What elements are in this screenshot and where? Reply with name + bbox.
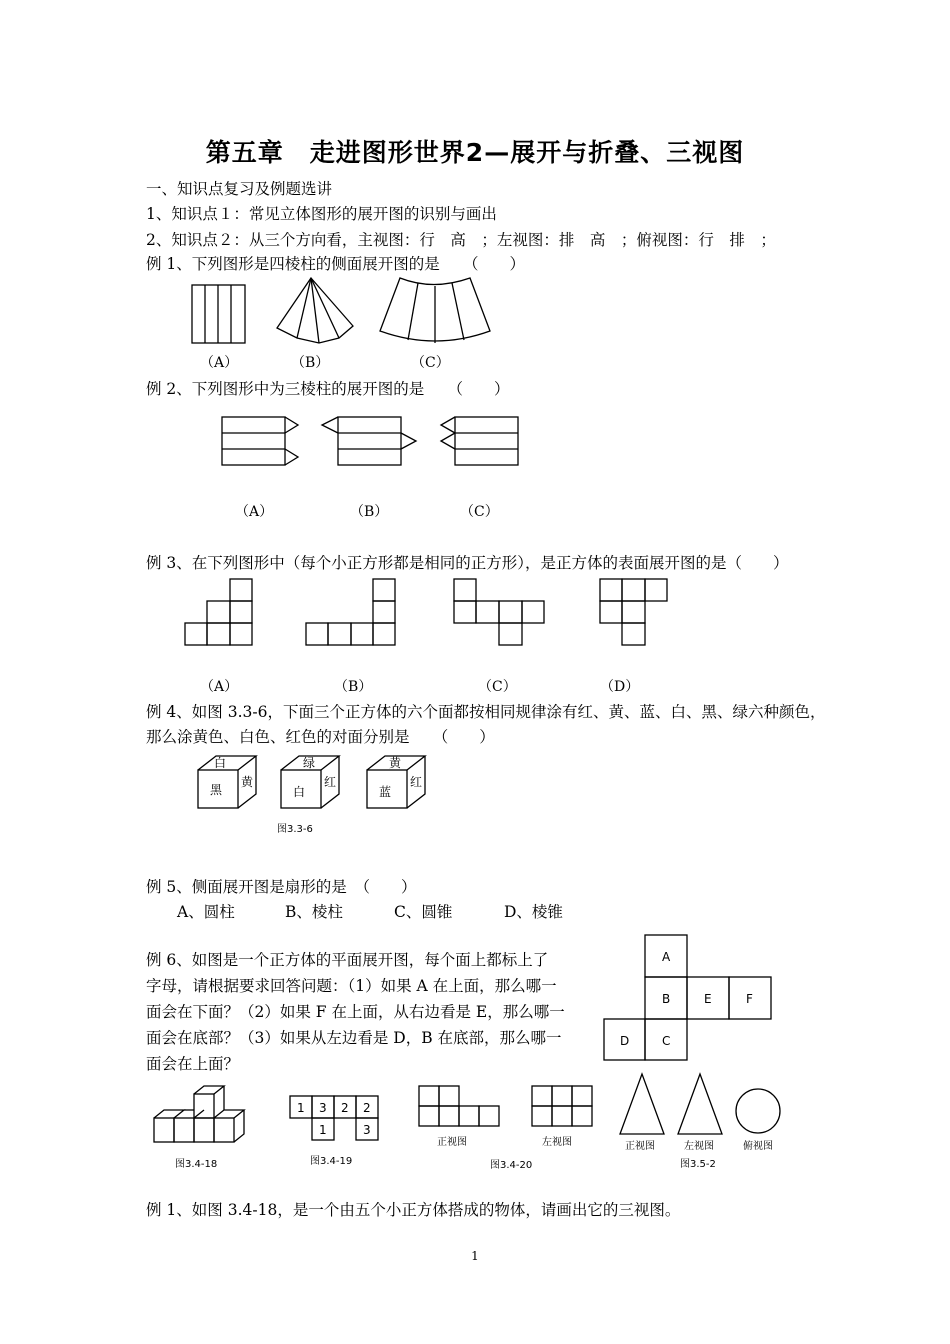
figure-3-4-20-left [530, 1084, 594, 1128]
figure-3-4-20-caption: 图3.4-20 [490, 1160, 533, 1171]
ex4-cube-1 [196, 754, 262, 810]
example-6-line-3: 面会在下面？（2）如果 F 在上面，从右边看是 E，那么哪一 [146, 1003, 565, 1021]
ex2-figure-c [437, 415, 522, 467]
cube-2-right: 红 [324, 775, 337, 789]
ex2-figure-b [320, 415, 420, 467]
figure-3-5-2-front [618, 1072, 668, 1136]
example-1-question: 例 1、下列图形是四棱柱的侧面展开图的是 （ ） [146, 255, 526, 273]
ex1-figure-a [190, 283, 270, 343]
svg-text:3: 3 [363, 1123, 371, 1137]
ex1-label-c: （C） [411, 355, 450, 371]
figure-3-4-20-front-label: 正视图 [437, 1137, 467, 1148]
example-6-line-4: 面会在底部？（3）如果从左边看是 D，B 在底部，那么哪一 [146, 1029, 562, 1047]
ex3-label-a: （A） [200, 679, 239, 695]
cube-3-front: 蓝 [379, 785, 392, 799]
ex5-option-d: D、棱锥 [504, 903, 563, 921]
net-face-b: B [662, 992, 671, 1006]
figure-3-4-18-caption: 图3.4-18 [175, 1159, 218, 1170]
ex1-figure-c [378, 276, 493, 346]
figure-3-5-2-top-label: 俯视图 [743, 1141, 773, 1152]
ex1-label-b: （B） [291, 355, 330, 371]
ex2-label-b: （B） [350, 504, 389, 520]
ex4-cube-2 [279, 754, 345, 810]
svg-text:2: 2 [341, 1101, 349, 1115]
cube-3-top: 黄 [389, 756, 402, 770]
figure-3-5-2-caption: 图3.5-2 [680, 1159, 716, 1170]
ex2-label-a: （A） [235, 504, 274, 520]
cube-2-front: 白 [293, 785, 306, 799]
figure-3-5-2-left [676, 1072, 726, 1136]
svg-text:2: 2 [363, 1101, 371, 1115]
ex5-option-b: B、棱柱 [285, 903, 343, 921]
svg-text:3: 3 [319, 1101, 327, 1115]
ex3-figure-a [183, 577, 255, 649]
cube-1-front: 黑 [210, 783, 223, 797]
cube-2-top: 绿 [303, 756, 316, 770]
net-face-a: A [662, 950, 671, 964]
page-title: 第五章 走进图形世界2—展开与折叠、三视图 [205, 138, 745, 167]
figure-3-4-20-front [417, 1084, 501, 1128]
figure-3-5-2-top [734, 1088, 782, 1136]
ex3-figure-b [304, 577, 398, 649]
example-4-question-1: 例 4、如图 3.3-6，下面三个正方体的六个面都按相同规律涂有红、黄、蓝、白、黑、绿六种颜色， [146, 703, 826, 721]
example-4-question-2: 那么涂黄色、白色、红色的对面分别是 （ ） [146, 728, 495, 746]
figure-3-5-2-left-label: 左视图 [684, 1141, 714, 1152]
ex3-figure-d [598, 577, 670, 649]
ex5-option-c: C、圆锥 [394, 903, 453, 921]
ex4-cube-3 [365, 754, 431, 810]
figure-3-4-19 [288, 1094, 382, 1142]
svg-text:1: 1 [297, 1101, 305, 1115]
section-heading: 一、知识点复习及例题选讲 [146, 180, 333, 198]
ex2-figure-a [220, 415, 305, 467]
example-6-line-5: 面会在上面？ [146, 1055, 240, 1073]
ex3-label-b: （B） [334, 679, 373, 695]
cube-1-right: 黄 [241, 775, 254, 789]
page-number: 1 [471, 1249, 479, 1263]
svg-text:1: 1 [319, 1123, 327, 1137]
example-6-line-2: 字母，请根据要求回答问题：（1）如果 A 在上面，那么哪一 [146, 977, 557, 995]
knowledge-point-2: 2、知识点２：从三个方向看，主视图：行 高 ；左视图：排 高 ；俯视图：行 排 ； [146, 231, 776, 249]
ex2-label-c: （C） [460, 504, 499, 520]
ex3-label-d: （D） [600, 679, 640, 695]
net-face-c: C [662, 1034, 671, 1048]
ex4-caption: 图3.3-6 [277, 824, 313, 835]
final-example-question: 例 1、如图 3.4-18，是一个由五个小正方体搭成的物体，请画出它的三视图。 [146, 1201, 681, 1219]
figure-3-5-2-front-label: 正视图 [625, 1141, 655, 1152]
net-face-f: F [746, 992, 753, 1006]
net-face-e: E [704, 992, 712, 1006]
example-2-question: 例 2、下列图形中为三棱柱的展开图的是 （ ） [146, 380, 510, 398]
cube-1-top: 白 [214, 756, 227, 770]
example-6-line-1: 例 6、如图是一个正方体的平面展开图，每个面上都标上了 [146, 951, 549, 969]
ex6-cube-net [602, 933, 774, 1061]
cube-3-right: 红 [410, 775, 423, 789]
knowledge-point-1: 1、知识点１：常见立体图形的展开图的识别与画出 [146, 205, 497, 223]
ex3-figure-c [452, 577, 548, 649]
net-face-d: D [620, 1034, 630, 1048]
example-3-question: 例 3、在下列图形中（每个小正方形都是相同的正方形），是正方体的表面展开图的是（ ） [146, 554, 789, 572]
figure-3-4-20-left-label: 左视图 [542, 1137, 572, 1148]
example-5-question: 例 5、侧面展开图是扇形的是 （ ） [146, 878, 417, 896]
figure-3-4-18 [152, 1082, 252, 1146]
ex5-option-a: A、圆柱 [177, 903, 235, 921]
ex1-figure-b [275, 276, 365, 346]
figure-3-4-19-caption: 图3.4-19 [310, 1156, 353, 1167]
ex3-label-c: （C） [478, 679, 517, 695]
ex1-label-a: （A） [200, 355, 239, 371]
